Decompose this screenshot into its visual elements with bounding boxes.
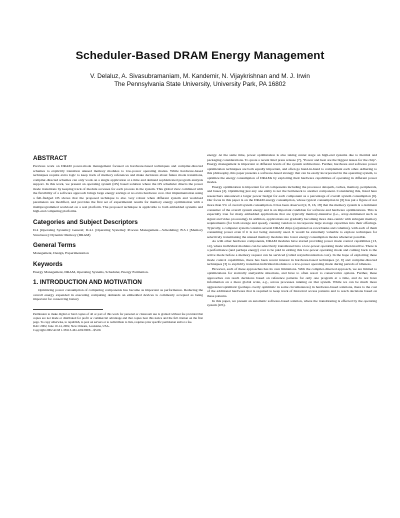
categories-heading: Categories and Subject Descriptors [33,219,138,227]
author-names: V. Delaluz, A. Sivasubramaniam, M. Kandemir, N. Vijaykrishnan and M. J. Irwin [90,73,310,80]
abstract-heading: ABSTRACT [33,155,68,162]
footnote-divider [33,309,103,310]
left-column [33,155,203,332]
right-paragraph: energy. At the same time, power optimization is also taking center stage on high-end systems due to thermal and packaging considerations. To quote a recent Intel press release [7], "Power and heat are the biggest issues for the chip". Energy management is important at different levels of the system architecture. Further, hardware and software power optimization techniques are both equally important, and often go hand-in-hand to complement each other. Adhering to this philosophy, this paper presents a software-based strategy that can be easily incorporated in the operating system, to optimize the energy consumption of DRAMs by exploiting their hardware capabilities of operating in different power modes. [207,153,377,185]
right-paragraph: However, each of these approaches has its own limitations. With the compiler-directed approach, we are limited to optimizations for statically analyzable situations, and have to often resort to conservative options. Further, these approaches can reach decisions based on reference patterns for only one program at a time, and do not have information on a more global scale, e.g., across processes running on that system. While we can be much more aggressive/optimistic (perhaps overly optimistic in some circumstances) in hardware-based solutions, there is the cost of the additional hardware that is required to keep track of historical access patterns and to reach decisions based on these patterns. [207,266,377,298]
abstract-text: Previous work on DRAM power-mode management focused on hardware-based techniques and compiler-directed schemes to explicitly transition unused memory modules to low-power operating modes. While hardware-based techniques require extra logic to keep track of memory references and make decisions about future mode transitions, compiler-directed schemes can only work on a single application at a time and demand sophisticated program analysis support. In this work, we present an operating system (OS) based solution where the OS scheduler directs the power mode transitions by keeping track of module accesses for each process in the system. This global view combined with the flexibility of a software approach brings large energy savings at no extra hardware cost. Our implementation using a full-fledged OS shows that the proposed technique is also very robust when different system and workload parameters are modified, and provides the first set of experimental results for memory energy optimization with a multiprogrammed workload on a real platform. The proposed technique is applicable to both embedded systems and high-end computing platforms. [33,164,203,214]
copyright-line: Copyright 2002 ACM 1-58113-461-4/02/0006 ...$5.00. [33,327,102,332]
general-terms-text: Management, Design, Experimentation [33,251,89,256]
right-paragraph: As with other hardware components, DRAM modules have started providing power mode control capabilities [13, 14], where individual modules can be selectively transitioned into a low-power operating mode when inactive. There is a performance (and perhaps energy) cost to be paid in exiting this low-power operating mode and coming back to the active mode before a memory request can be serviced (called resynchronization cost). In the hope of exploiting these mode control capabilities, there has been recent interest in hardware-based techniques [2, 9] and compiler-directed techniques [3] to explicitly transition individual modules to a low-power operating mode during periods of idleness. [207,239,377,267]
keywords-text: Energy Management, DRAM, Operating Systems, Scheduler, Energy Estimation. [33,269,149,274]
conference-line: DAC 2002, June 10-14, 2002, New Orleans, Louisiana, USA. [33,323,110,328]
keywords-heading: Keywords [33,260,63,268]
intro-text: Optimizing power consumption of computing components has become as important as performance. Reducing the overall energy expended in executing computing demands an embedded devices is commonly accepted as being important for conserving battery [33,288,203,302]
author-block [0,73,400,89]
general-terms-heading: General Terms [33,242,76,250]
right-paragraph: Energy optimization is important for all components including the processor datapath, caches, memory, peripherals, and buses [2]. Optimizing just any one entity is not the bottleneck to another component. Considering this, listed here researchers announced a larger power budget for each component as a percentage of overall system consumption [6]. Our focus in this paper is on the DRAM energy consumption, whose typical consumption in [6] has put a figure of not more than 5% of overall system consumption. It has been observed [2, 8, 16, 18] that the memory system is a dominant consumer of the overall system energy and is an important candidate for software and hardware optimizations. This is especially true for many embedded applications that are typically memory-intensive (i.e., array-dominated such as signal and video processing). In addition, applications are gradually becoming more data-centric with stringent memory requirements (for both storage and speed), causing vendors to incorporate large storage capacities into their offerings. Typically, a computer system contains several DRAM chips (organized as rows/banks and columns), with each of them consuming power even if it is not being currently used. It would be extremely valuable to explore techniques for selectively transitioning the unused memory modules into lower energy consumption modes whenever possible. [207,184,378,239]
right-column [207,153,377,308]
categories-text: D.4 [Operating Systems]: General; D.4.1 [Operating Systems]: Process Management—Scheduling; B.3.1 [Memory Structures]: Dynamic Memory (DRAM) [33,228,203,237]
intro-heading: 1. INTRODUCTION AND MOTIVATION [33,279,142,287]
permission-footnote: Permission to make digital or hard copies of all or part of this work for personal or classroom use is granted without fee provided that copies are not made or distributed for profit or commercial advantage and that copies bear this notice and the full citation on the first page. To copy otherwise, to republish, to post on servers or to redistribute to lists, requires prior specific permission and/or a fee. [33,311,203,324]
paper-title: Scheduler-Based DRAM Energy Management [75,50,325,62]
right-paragraph: In this paper, we present an automatic software-based solution, where the transitioning is effected by the operating system (OS). [207,298,377,308]
affiliation: The Pennsylvania State University, University Park, PA 16802 [114,81,286,88]
